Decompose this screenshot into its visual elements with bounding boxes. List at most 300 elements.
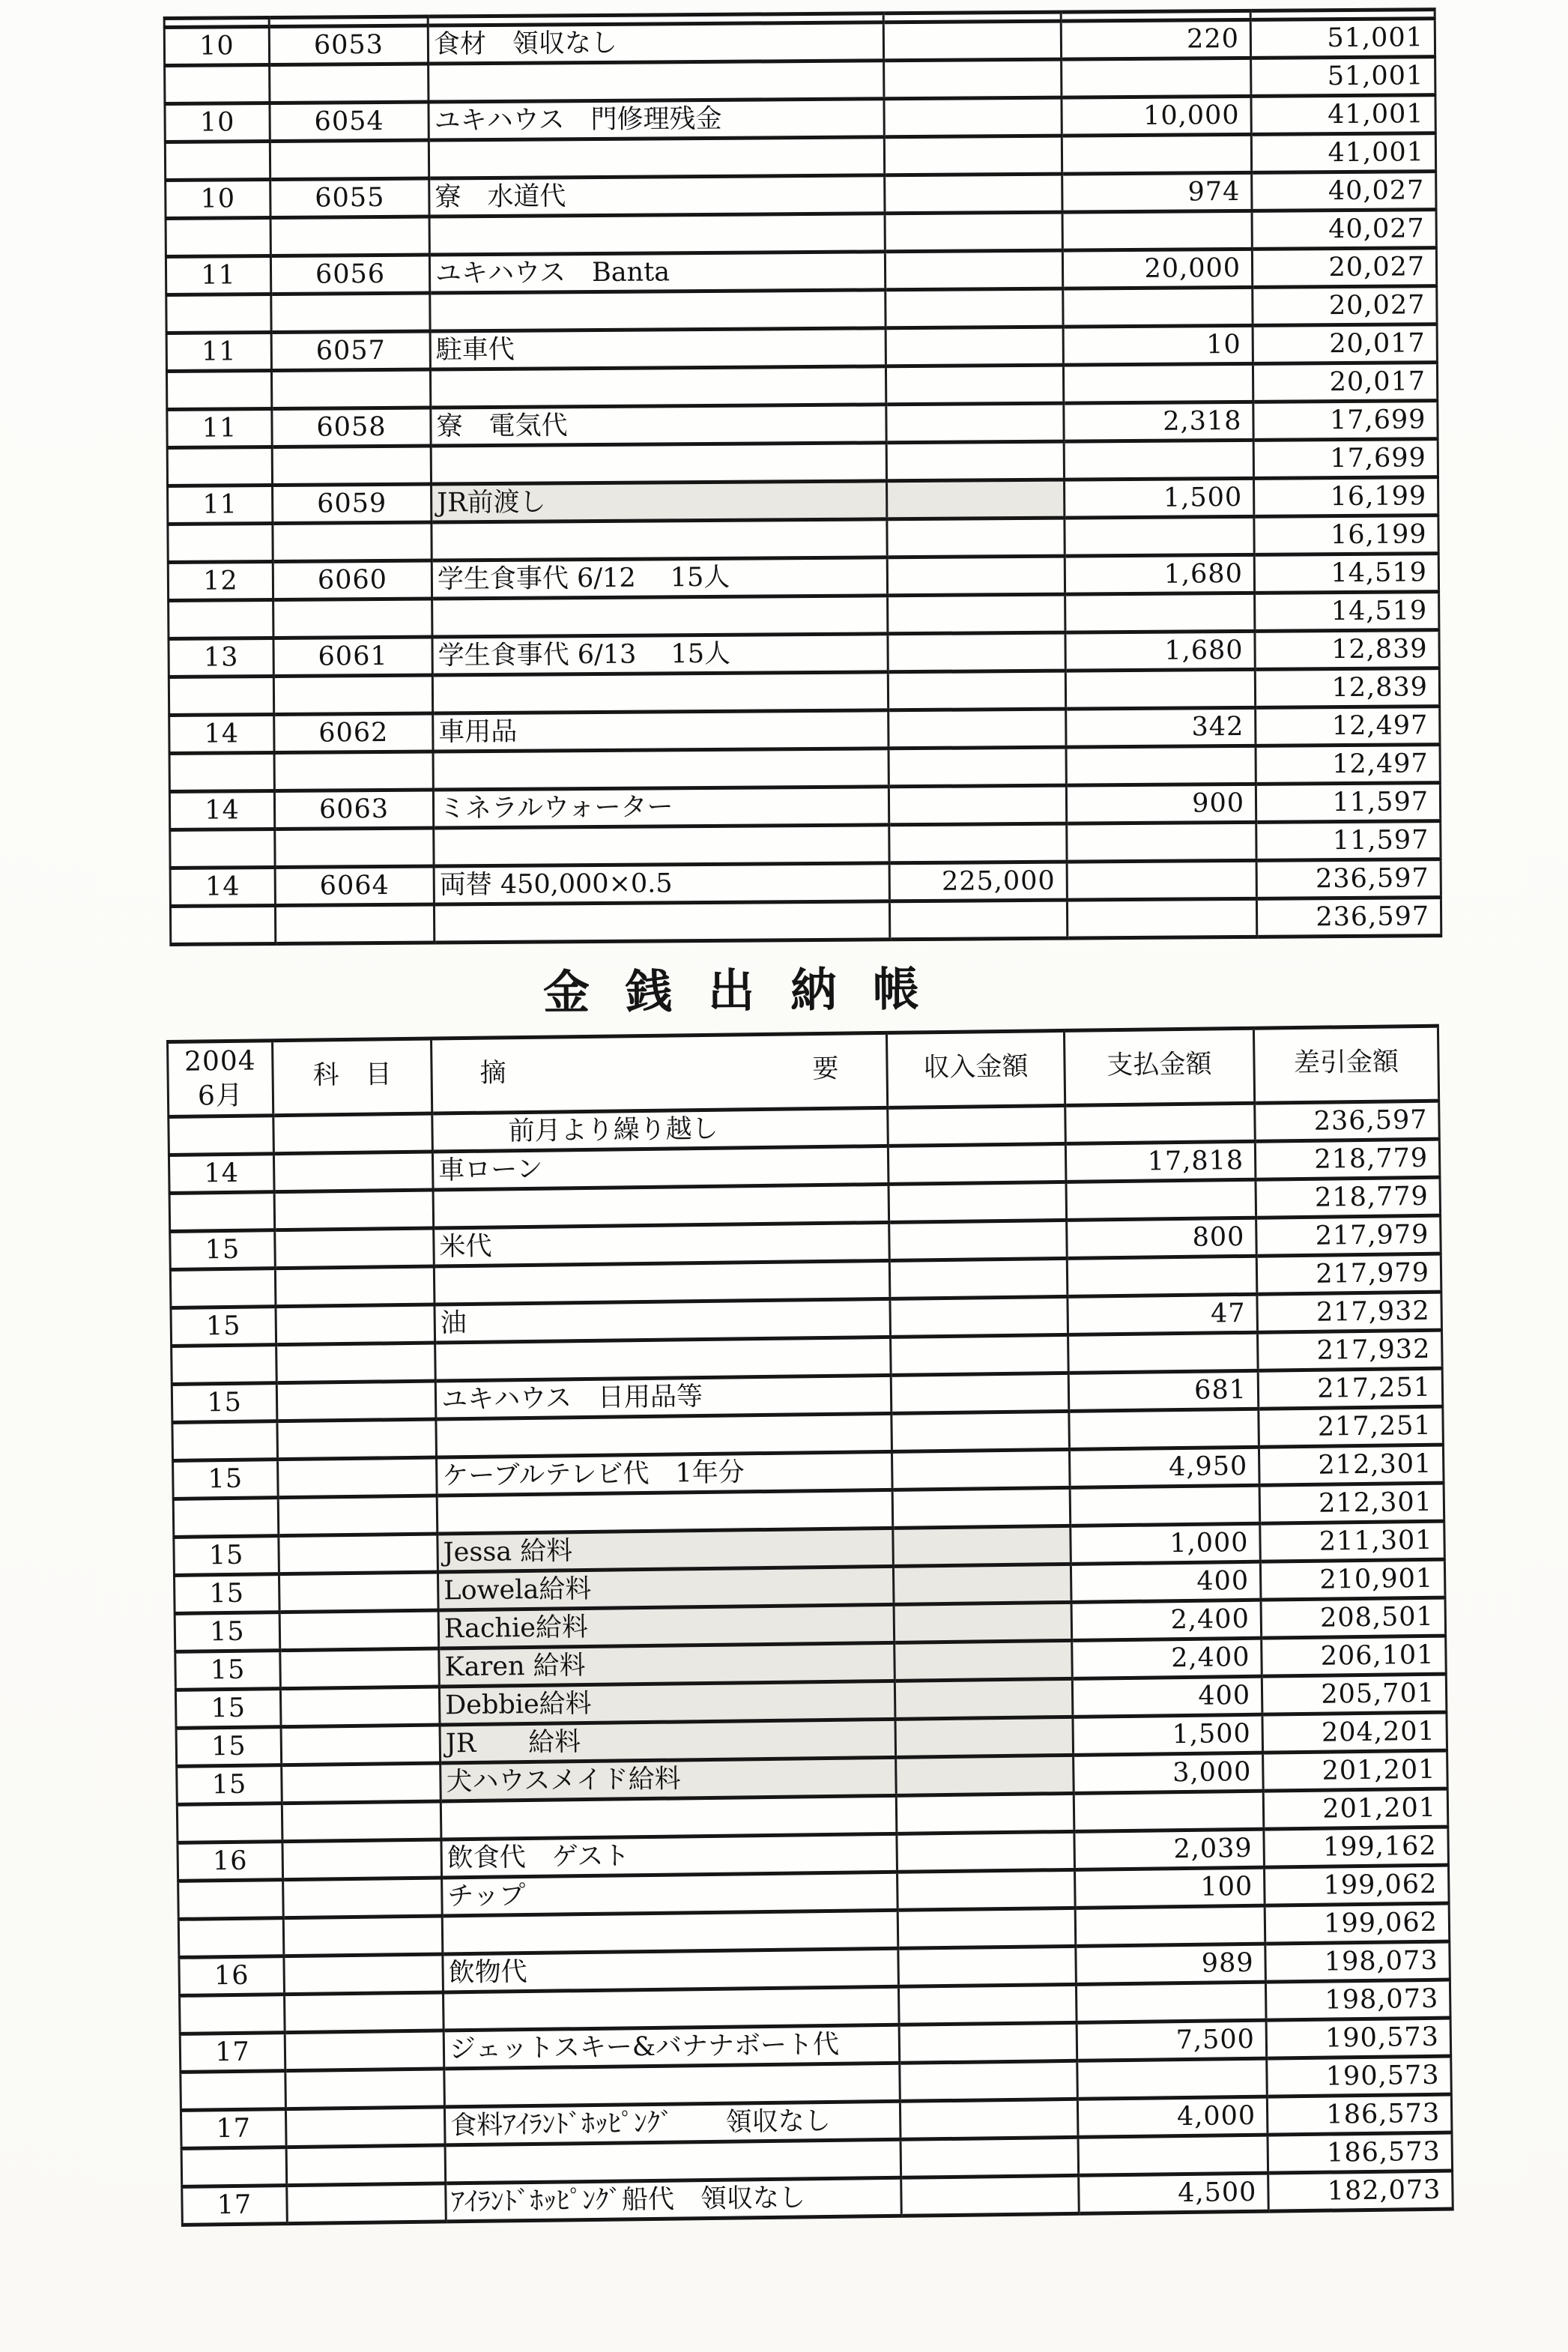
description-cell [444,1986,900,2031]
date-cell: 14 [169,791,274,830]
description-cell [444,2063,900,2107]
income-cell [886,327,1063,366]
payment-cell: 400 [1072,1676,1262,1717]
balance-cell: 20,017 [1253,324,1437,364]
description-cell: Jessa 給料 [438,1528,894,1572]
income-cell [889,1220,1068,1260]
payment-cell [1068,1332,1259,1373]
subject-cell [287,2183,447,2224]
header-payment: 支払金額 [1064,1028,1254,1105]
sheet-area [166,0,1441,2352]
description-cell [437,1490,893,1534]
balance-cell: 17,699 [1253,439,1438,479]
subject-cell [279,1534,438,1574]
cashbook-table-main [166,1024,1454,2227]
balance-cell: 20,027 [1253,286,1437,326]
balance-cell: 190,573 [1267,2056,1452,2096]
date-cell: 10 [166,180,270,219]
payment-cell: 1,500 [1073,1714,1263,1755]
payment-cell: 2,039 [1074,1829,1265,1869]
balance-cell: 212,301 [1259,1445,1444,1485]
code-cell [271,369,430,408]
subject-cell [285,2069,445,2109]
subject-cell [283,1878,443,1918]
code-cell [273,599,432,638]
payment-cell: 989 [1076,1944,1266,1984]
description-cell: 油 [435,1299,891,1343]
date-cell [169,677,273,716]
payment-cell: 2,318 [1064,402,1253,441]
subject-cell [286,2145,446,2186]
balance-cell: 186,573 [1267,2094,1452,2135]
balance-cell: 217,932 [1258,1330,1443,1370]
code-cell: 6056 [270,255,429,294]
balance-cell: 11,597 [1256,783,1440,823]
income-cell [883,21,1061,61]
date-cell [170,829,275,868]
balance-cell: 17,699 [1253,401,1438,441]
income-cell [895,1678,1073,1719]
balance-cell: 199,062 [1264,1865,1449,1905]
income-cell [884,136,1062,175]
balance-cell: 217,251 [1259,1406,1444,1447]
date-cell [167,447,272,486]
income-cell [887,556,1065,596]
payment-cell [1065,1103,1256,1143]
code-cell: 6059 [273,484,432,523]
income-cell [895,1640,1073,1681]
code-cell: 6057 [271,331,430,370]
payment-cell [1065,593,1255,632]
subject-cell [275,1228,435,1269]
description-cell [430,366,886,408]
code-cell: 6063 [274,790,433,829]
code-cell [272,446,431,485]
payment-cell: 1,000 [1071,1523,1261,1564]
date-cell [169,1116,274,1155]
description-cell: ミネラルウォーター [433,787,889,828]
subject-cell [282,1763,441,1804]
description-cell: 車用品 [433,710,889,752]
balance-cell: 199,162 [1264,1827,1449,1867]
description-cell [431,443,886,484]
description-cell: JR前渡し [432,481,887,522]
balance-cell: 16,199 [1254,477,1438,517]
balance-cell: 20,017 [1253,363,1437,402]
income-cell [888,1143,1066,1184]
code-cell [270,140,429,179]
description-cell: 駐車代 [430,328,886,369]
balance-cell: 186,573 [1268,2132,1453,2173]
balance-cell: 208,501 [1261,1597,1446,1638]
income-cell [892,1449,1070,1490]
description-cell [445,2139,901,2183]
subject-cell [273,1113,433,1154]
balance-cell: 212,301 [1259,1483,1444,1523]
description-cell: ユキハウス 門修理残金 [429,99,884,140]
balance-cell: 40,027 [1252,172,1436,211]
description-cell [434,825,889,866]
subject-cell [279,1610,439,1651]
income-cell [891,1334,1069,1375]
description-cell [430,290,886,331]
description-cell [442,1910,898,1954]
date-cell: 17 [181,2109,286,2149]
subject-cell [282,1839,442,1880]
income-cell [897,1869,1076,1910]
payment-cell: 2,400 [1071,1600,1262,1640]
date-cell: 13 [169,638,273,677]
description-cell: 寮 電気代 [431,405,886,446]
code-cell: 6058 [272,408,431,447]
date-cell: 16 [178,1842,283,1881]
date-cell [169,753,274,792]
income-cell [885,250,1062,290]
payment-cell [1075,1905,1265,1946]
payment-cell [1066,746,1256,785]
date-cell [166,294,271,333]
code-cell: 6054 [270,102,429,141]
income-cell [892,1411,1070,1451]
balance-cell: 199,062 [1265,1903,1450,1944]
payment-cell: 2,400 [1072,1638,1262,1678]
payment-cell [1077,2058,1268,2099]
ledger-row [170,898,1441,945]
description-cell: 車ローン [432,1146,889,1190]
date-cell [181,2147,287,2187]
date-cell [169,600,273,639]
balance-cell: 217,932 [1257,1292,1442,1332]
date-cell [169,1192,275,1232]
payment-cell: 17,818 [1065,1141,1256,1182]
income-cell [886,288,1063,328]
payment-cell [1063,287,1253,327]
income-cell [890,1296,1068,1337]
payment-cell [1070,1485,1260,1526]
balance-cell: 51,001 [1251,57,1435,97]
header-summary [432,1033,888,1113]
income-cell [889,709,1066,749]
date-cell [172,1421,278,1461]
description-cell: 米代 [434,1222,890,1266]
balance-cell: 14,519 [1254,554,1438,593]
income-cell [889,900,1067,940]
payment-cell [1062,134,1251,174]
payment-cell: 1,680 [1065,631,1255,671]
description-cell: ケーブルテレビ代 1年分 [437,1451,893,1496]
date-cell: 15 [174,1536,279,1576]
header-subject: 科 目 [273,1039,432,1116]
date-cell [178,1918,284,1958]
page-title: 金銭出納帳 [542,961,956,1021]
date-cell: 15 [175,1651,281,1690]
date-cell: 10 [164,27,269,66]
income-cell [900,2061,1078,2101]
balance-cell: 217,251 [1258,1368,1443,1409]
date-cell [170,905,275,944]
date-cell: 15 [171,1307,276,1346]
date-cell [170,1269,276,1308]
code-cell: 6060 [273,560,432,599]
code-cell: 6055 [270,178,429,217]
description-cell: ジェットスキー&バナナボート代 [444,2025,900,2069]
date-cell [173,1498,279,1538]
code-cell [275,828,434,867]
payment-cell [1066,1179,1256,1220]
description-cell [429,137,884,178]
payment-cell: 220 [1061,19,1250,59]
code-cell [270,217,429,256]
payment-cell [1065,669,1255,709]
description-cell: 学生食事代 6/12 15人 [432,557,887,599]
description-cell: ユキハウス 日用品等 [435,1375,892,1419]
description-cell [434,901,889,943]
subject-cell [279,1572,438,1612]
income-cell [893,1564,1071,1604]
payment-cell: 10 [1063,325,1253,365]
date-cell: 10 [165,103,270,142]
payment-cell [1076,1982,1266,2022]
description-cell: 食材 領収なし [428,22,883,64]
income-cell [894,1602,1072,1642]
description-cell [441,1795,897,1839]
income-cell [884,97,1062,137]
date-cell: 15 [176,1727,282,1767]
income-cell [889,1182,1067,1222]
balance-cell: 40,027 [1252,210,1436,250]
description-cell: Karen 給料 [439,1642,895,1687]
header-summary-right: 要 [812,1053,839,1085]
income-cell [886,441,1064,481]
subject-cell [285,2107,445,2147]
description-cell: 両替 450,000×0.5 [434,863,889,904]
income-cell [888,594,1065,634]
payment-cell [1063,363,1253,403]
balance-cell: 201,201 [1263,1750,1448,1791]
income-cell [899,2022,1077,2063]
date-cell [168,524,273,563]
payment-cell [1078,2135,1268,2175]
date-cell [165,65,270,104]
subject-cell [276,1305,435,1345]
balance-cell: 16,199 [1254,516,1438,555]
balance-cell: 218,779 [1255,1139,1440,1179]
code-cell: 6061 [273,637,432,676]
continuation-table-body [164,10,1441,945]
description-cell: Lowela給料 [438,1566,894,1610]
description-cell: 寮 水道代 [429,175,885,217]
balance-cell: 218,779 [1256,1177,1441,1218]
income-cell [891,1373,1069,1413]
date-cell [181,2071,286,2111]
date-cell: 15 [177,1765,282,1805]
balance-cell: 236,597 [1256,859,1441,899]
income-cell [889,747,1066,787]
payment-cell [1062,58,1251,97]
balance-cell: 182,073 [1268,2171,1453,2211]
income-cell [887,480,1065,519]
date-cell: 15 [174,1574,279,1614]
balance-cell: 12,497 [1256,707,1440,746]
balance-cell: 236,597 [1256,898,1441,937]
payment-cell: 1,500 [1065,478,1254,518]
date-cell: 14 [169,715,274,754]
description-cell: 前月より繰り越し [432,1107,889,1152]
balance-cell: 41,001 [1251,133,1435,173]
balance-cell: 198,073 [1265,1980,1450,2020]
description-cell: 学生食事代 6/13 15人 [432,634,888,675]
subject-cell [285,1992,444,2033]
subject-cell [283,1916,443,1956]
subject-cell [282,1801,441,1842]
description-cell [432,519,887,560]
header-year-month [168,1041,273,1117]
subject-cell [276,1343,436,1383]
income-cell [885,212,1062,252]
balance-cell: 12,839 [1255,630,1439,670]
description-cell [429,61,884,102]
subject-cell [276,1381,436,1421]
income-cell [898,1984,1077,2025]
date-cell [166,371,271,410]
payment-cell: 20,000 [1062,249,1252,288]
payment-cell: 342 [1066,707,1256,747]
description-cell [433,1184,889,1228]
income-cell [897,1908,1076,1948]
code-cell [270,64,429,103]
description-cell [434,1260,890,1305]
code-cell: 6064 [275,866,434,905]
date-cell: 15 [173,1460,279,1499]
payment-cell [1074,1791,1264,1831]
payment-cell: 900 [1066,784,1256,823]
income-cell [901,2175,1080,2216]
payment-cell: 3,000 [1074,1753,1264,1793]
description-cell: Debbie給料 [439,1681,895,1725]
code-cell [271,293,430,332]
balance-cell: 198,073 [1265,1941,1450,1982]
date-cell: 14 [170,867,275,906]
income-cell [895,1717,1074,1757]
income-cell [893,1526,1071,1566]
header-year: 2004 [184,1045,256,1077]
subject-cell [284,1954,444,1995]
balance-cell: 14,519 [1255,592,1439,632]
income-cell [888,1105,1066,1146]
date-cell: 15 [175,1612,280,1652]
income-cell [898,1946,1077,1986]
payment-cell [1064,440,1253,480]
income-cell [900,2137,1079,2177]
balance-cell: 20,027 [1252,248,1436,288]
balance-cell: 217,979 [1256,1215,1441,1256]
date-cell: 11 [166,333,271,372]
code-cell [275,904,434,943]
income-cell [884,59,1062,99]
subject-cell [281,1725,441,1765]
date-cell: 17 [180,2033,285,2073]
income-cell [889,785,1066,825]
balance-cell: 211,301 [1260,1521,1445,1562]
payment-cell: 4,950 [1069,1447,1259,1487]
payment-cell: 4,000 [1077,2096,1268,2137]
payment-cell: 681 [1068,1370,1259,1411]
description-cell [429,214,885,255]
income-cell [897,1831,1075,1872]
payment-cell [1067,860,1256,900]
balance-cell: 190,573 [1266,2018,1451,2058]
date-cell: 14 [169,1154,274,1194]
payment-cell: 47 [1068,1294,1258,1334]
income-cell [900,2099,1078,2139]
payment-cell: 7,500 [1077,2020,1267,2061]
balance-cell: 206,101 [1262,1636,1447,1676]
description-cell [432,672,888,713]
payment-cell [1062,211,1252,250]
subject-cell [275,1266,435,1307]
code-cell: 6053 [269,25,428,64]
income-cell: 225,000 [889,862,1067,901]
date-cell [166,218,270,257]
date-cell [178,1880,284,1920]
income-cell [889,1258,1068,1299]
income-cell [896,1793,1074,1833]
income-cell [885,174,1062,214]
payment-cell: 400 [1071,1562,1261,1602]
payment-cell: 1,680 [1065,554,1254,594]
description-cell [436,1413,892,1457]
main-table-body [169,1101,1453,2225]
code-cell [273,675,432,714]
description-cell: 犬ハウスメイド給料 [441,1757,897,1801]
balance-cell: 210,901 [1260,1559,1445,1600]
date-cell [172,1345,277,1385]
income-cell [892,1487,1071,1528]
date-cell: 11 [166,256,270,295]
balance-cell: 41,001 [1251,95,1435,135]
description-cell [433,749,889,790]
income-cell [888,671,1065,710]
balance-cell: 236,597 [1255,1101,1440,1141]
balance-cell: 12,839 [1255,668,1439,708]
header-balance: 差引金額 [1253,1026,1438,1103]
description-cell: JR 給料 [440,1719,896,1763]
date-cell: 15 [170,1230,276,1270]
header-income: 収入金額 [886,1030,1065,1107]
header-summary-left: 摘 [479,1058,506,1089]
subject-cell [277,1419,437,1460]
balance-cell: 204,201 [1262,1712,1447,1753]
code-cell [273,522,432,561]
description-cell: ユキハウス Banta [429,252,885,293]
subject-cell [278,1457,438,1498]
cashbook-table-continuation [163,7,1443,946]
date-cell: 15 [172,1383,277,1423]
income-cell [888,632,1065,672]
balance-cell: 51,001 [1250,19,1435,58]
description-cell: チップ [442,1872,898,1916]
header-month: 6月 [197,1080,244,1111]
income-cell [889,823,1067,863]
code-cell [274,752,433,790]
subject-cell [280,1648,440,1689]
payment-cell [1067,822,1256,862]
code-cell: 6062 [274,713,433,752]
balance-cell: 205,701 [1262,1674,1447,1714]
payment-cell: 4,500 [1079,2173,1269,2213]
description-cell [435,1337,892,1381]
date-cell [165,142,270,181]
